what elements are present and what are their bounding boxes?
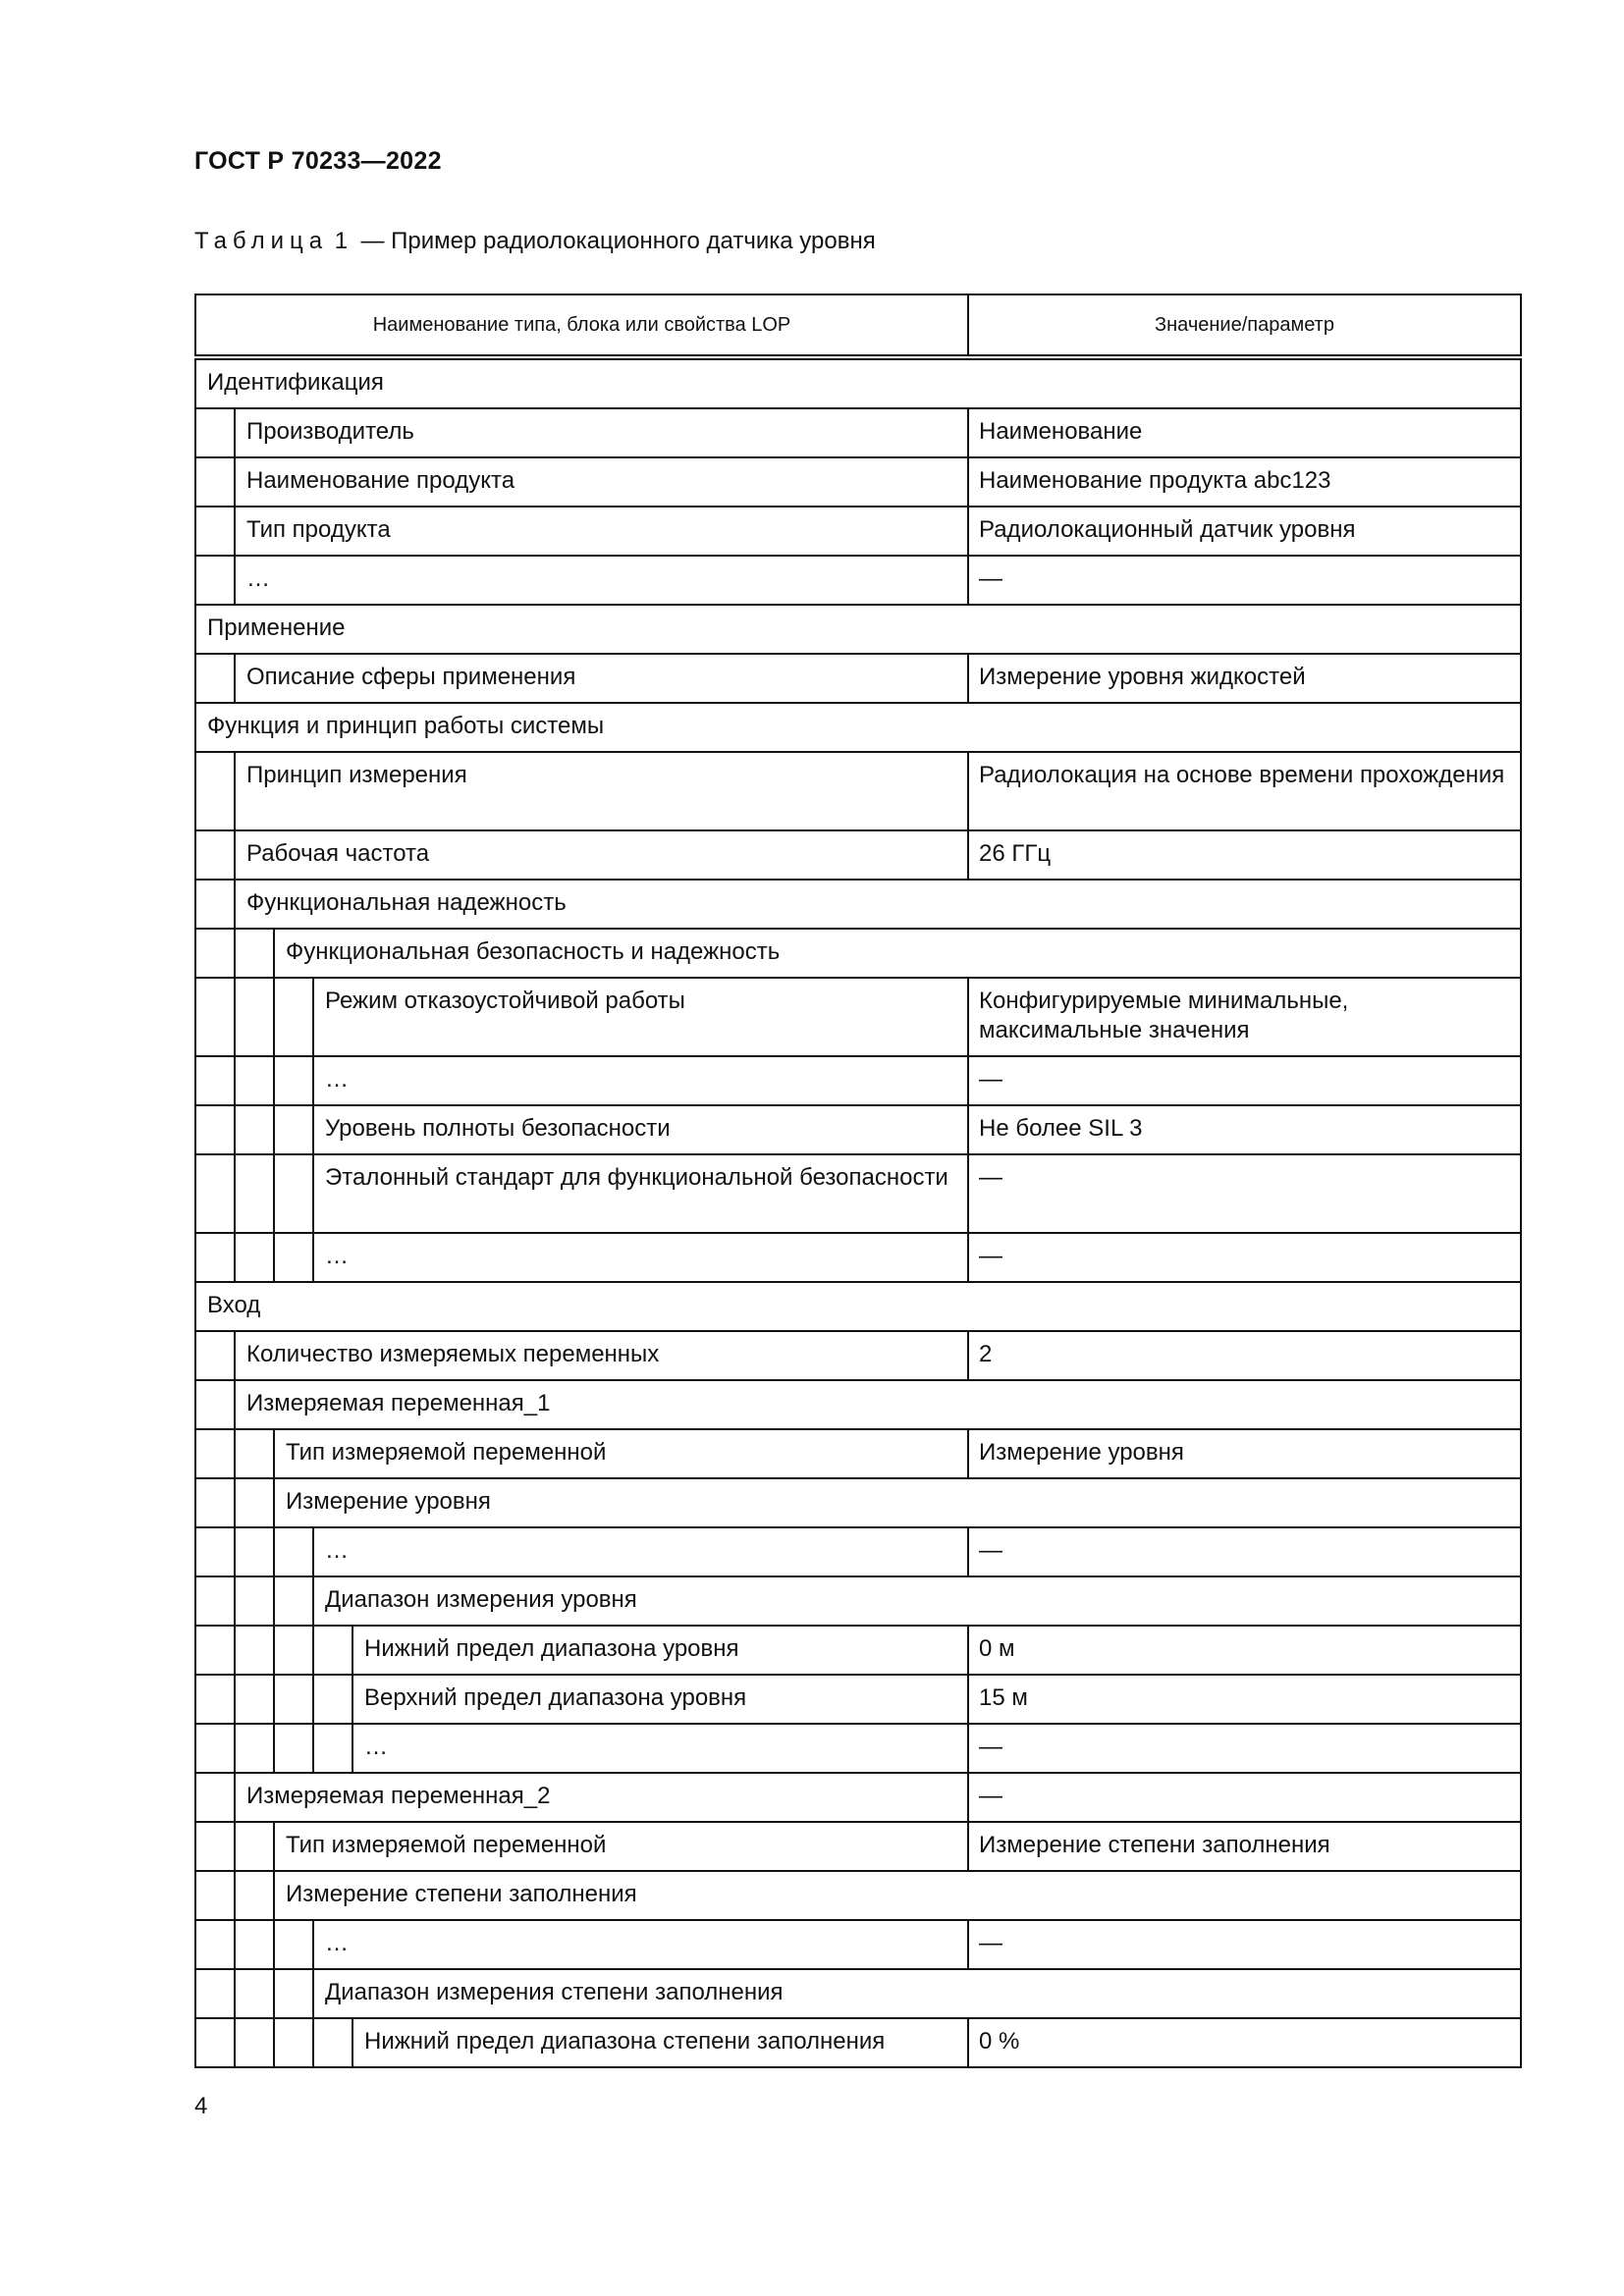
row-name-cell [352, 1724, 968, 1773]
indent-cell [235, 1429, 274, 1478]
table-row [195, 605, 1521, 654]
row-value: 0 м [979, 1635, 1015, 1662]
indent-cell [274, 978, 313, 1056]
indent-cell [235, 1576, 274, 1626]
table-row [195, 556, 1521, 605]
row-name-cell [313, 1576, 1521, 1626]
row-name: Диапазон измерения уровня [325, 1586, 637, 1613]
row-value: — [979, 565, 1002, 592]
row-name-cell [195, 605, 1521, 654]
row-name: Верхний предел диапазона уровня [364, 1684, 747, 1711]
table-row [195, 880, 1521, 929]
row-name: … [364, 1734, 388, 1760]
row-value: 2 [979, 1341, 993, 1367]
row-name: Принцип измерения [246, 762, 467, 788]
table-row [195, 1920, 1521, 1969]
table-row [195, 1969, 1521, 2018]
row-value-cell [968, 1822, 1521, 1871]
table-row [195, 357, 1521, 408]
row-name: Описание сферы применения [246, 664, 576, 690]
row-name: Измерение уровня [286, 1488, 491, 1515]
indent-cell [235, 1154, 274, 1233]
table-row [195, 1724, 1521, 1773]
row-name-cell [274, 1871, 1521, 1920]
indent-cell [274, 1527, 313, 1576]
row-name: Диапазон измерения степени заполнения [325, 1979, 784, 2005]
indent-cell [195, 929, 235, 978]
indent-cell [195, 1478, 235, 1527]
row-value: 26 ГГц [979, 840, 1052, 867]
row-name: Тип измеряемой переменной [286, 1832, 607, 1858]
row-value: Измерение уровня жидкостей [979, 664, 1306, 690]
table-row [195, 1282, 1521, 1331]
row-name-cell [195, 357, 1521, 408]
indent-cell [195, 830, 235, 880]
indent-cell [195, 408, 235, 457]
table-row [195, 654, 1521, 703]
row-name-cell [235, 880, 1521, 929]
indent-cell [313, 1675, 352, 1724]
row-value-cell [968, 1773, 1521, 1822]
row-value-cell [968, 1527, 1521, 1576]
row-name-cell [352, 1675, 968, 1724]
row-value: — [979, 1930, 1002, 1956]
row-name-cell [274, 929, 1521, 978]
row-value: Наименование продукта abc123 [979, 467, 1331, 494]
indent-cell [195, 1969, 235, 2018]
row-name: Уровень полноты безопасности [325, 1115, 671, 1142]
indent-cell [235, 929, 274, 978]
row-name-cell [235, 1331, 968, 1380]
row-value: — [979, 1734, 1002, 1760]
column-header-name: Наименование типа, блока или свойства LOP [195, 294, 968, 357]
table-body [195, 294, 1521, 2067]
row-value: Измерение степени заполнения [979, 1832, 1330, 1858]
row-name-cell [235, 507, 968, 556]
table-row [195, 1233, 1521, 1282]
indent-cell [235, 1056, 274, 1105]
row-name-cell [352, 2018, 968, 2067]
row-name-cell [313, 1920, 968, 1969]
row-name-cell [313, 978, 968, 1056]
row-value-cell [968, 1724, 1521, 1773]
indent-cell [195, 1773, 235, 1822]
row-name: Функциональная безопасность и надежность [286, 938, 781, 965]
row-value-cell [968, 408, 1521, 457]
indent-cell [195, 1429, 235, 1478]
indent-cell [235, 1822, 274, 1871]
page-number: 4 [194, 2093, 208, 2119]
table-row [195, 408, 1521, 457]
indent-cell [195, 1233, 235, 1282]
row-name-cell [274, 1429, 968, 1478]
caption-number: 1 [334, 228, 349, 254]
indent-cell [274, 1675, 313, 1724]
table-row [195, 1478, 1521, 1527]
row-name: Производитель [246, 418, 414, 445]
row-name: Нижний предел диапазона уровня [364, 1635, 739, 1662]
row-name-cell [274, 1822, 968, 1871]
row-name-cell [274, 1478, 1521, 1527]
row-name: … [246, 565, 270, 592]
table-row [195, 1626, 1521, 1675]
indent-cell [235, 978, 274, 1056]
indent-cell [235, 1105, 274, 1154]
row-name: Тип продукта [246, 516, 391, 543]
indent-cell [235, 1920, 274, 1969]
indent-cell [195, 1675, 235, 1724]
table-row [195, 507, 1521, 556]
row-name: Эталонный стандарт для функциональной безопасности [325, 1164, 948, 1191]
indent-cell [274, 1724, 313, 1773]
row-name-cell [195, 703, 1521, 752]
indent-cell [195, 1576, 235, 1626]
row-name: … [325, 1930, 349, 1956]
indent-cell [195, 1920, 235, 1969]
row-name-cell [313, 1527, 968, 1576]
row-name: Рабочая частота [246, 840, 430, 867]
indent-cell [235, 1527, 274, 1576]
indent-cell [235, 1724, 274, 1773]
indent-cell [313, 2018, 352, 2067]
row-value-cell [968, 1920, 1521, 1969]
table-row [195, 978, 1521, 1056]
table-row [195, 1871, 1521, 1920]
row-value-cell [968, 1331, 1521, 1380]
indent-cell [274, 1626, 313, 1675]
indent-cell [195, 457, 235, 507]
row-name-cell [235, 654, 968, 703]
indent-cell [235, 1478, 274, 1527]
indent-cell [195, 1331, 235, 1380]
table-row [195, 1380, 1521, 1429]
table-row [195, 1773, 1521, 1822]
indent-cell [195, 1626, 235, 1675]
indent-cell [195, 507, 235, 556]
row-name: Измерение степени заполнения [286, 1881, 637, 1907]
row-value: — [979, 1243, 1002, 1269]
row-name: Измеряемая переменная_1 [246, 1390, 551, 1416]
indent-cell [235, 1871, 274, 1920]
table-row [195, 752, 1521, 830]
table-row [195, 457, 1521, 507]
row-name-cell [313, 1969, 1521, 2018]
indent-cell [195, 880, 235, 929]
row-value-cell [968, 507, 1521, 556]
table-caption [194, 228, 876, 255]
row-value-cell [968, 830, 1521, 880]
row-name: Нижний предел диапазона степени заполнения [364, 2028, 886, 2055]
row-value-cell [968, 457, 1521, 507]
indent-cell [195, 978, 235, 1056]
indent-cell [195, 1822, 235, 1871]
table-row [195, 2018, 1521, 2067]
row-value-cell [968, 1154, 1521, 1233]
row-name-cell [313, 1233, 968, 1282]
row-name-cell [235, 830, 968, 880]
row-name-cell [352, 1626, 968, 1675]
row-value: — [979, 1066, 1002, 1093]
row-value-cell [968, 556, 1521, 605]
indent-cell [274, 2018, 313, 2067]
table-row [195, 1429, 1521, 1478]
row-name-cell [235, 457, 968, 507]
row-value-cell [968, 1105, 1521, 1154]
row-name: … [325, 1537, 349, 1564]
row-value-cell [968, 2018, 1521, 2067]
row-name: Тип измеряемой переменной [286, 1439, 607, 1466]
indent-cell [235, 1675, 274, 1724]
table-row [195, 929, 1521, 978]
table-row [195, 1105, 1521, 1154]
row-name-cell [313, 1154, 968, 1233]
row-value-cell [968, 1626, 1521, 1675]
row-value-cell [968, 1233, 1521, 1282]
row-value-cell [968, 752, 1521, 830]
indent-cell [274, 1233, 313, 1282]
table-header-row [195, 294, 1521, 357]
indent-cell [274, 1920, 313, 1969]
row-value: Не более SIL 3 [979, 1115, 1143, 1142]
table-row [195, 1154, 1521, 1233]
indent-cell [195, 752, 235, 830]
row-value: — [979, 1164, 1002, 1191]
indent-cell [274, 1576, 313, 1626]
table-row [195, 1576, 1521, 1626]
row-name: Количество измеряемых переменных [246, 1341, 660, 1367]
row-name: Применение [207, 614, 346, 641]
row-name-cell [235, 752, 968, 830]
row-name: Наименование продукта [246, 467, 515, 494]
row-name-cell [195, 1282, 1521, 1331]
indent-cell [195, 556, 235, 605]
row-name: Функциональная надежность [246, 889, 567, 916]
indent-cell [274, 1969, 313, 2018]
row-name-cell [235, 408, 968, 457]
table-row [195, 1675, 1521, 1724]
caption-label: Таблица [194, 228, 329, 254]
indent-cell [195, 1056, 235, 1105]
row-name-cell [235, 1380, 1521, 1429]
indent-cell [274, 1105, 313, 1154]
indent-cell [195, 2018, 235, 2067]
indent-cell [313, 1626, 352, 1675]
table-row [195, 703, 1521, 752]
parameters-table [194, 294, 1522, 2068]
indent-cell [195, 1380, 235, 1429]
row-name-cell [313, 1056, 968, 1105]
row-name: Идентификация [207, 369, 384, 396]
table-row [195, 1527, 1521, 1576]
table-row [195, 1822, 1521, 1871]
row-value-cell [968, 1675, 1521, 1724]
row-name-cell [313, 1105, 968, 1154]
indent-cell [274, 1154, 313, 1233]
indent-cell [195, 1154, 235, 1233]
table-row [195, 830, 1521, 880]
row-name: Измеряемая переменная_2 [246, 1783, 551, 1809]
indent-cell [313, 1724, 352, 1773]
column-header-value: Значение/параметр [968, 294, 1521, 357]
row-name: Функция и принцип работы системы [207, 713, 605, 739]
caption-title: — Пример радиолокационного датчика уровня [360, 228, 876, 254]
row-name: … [325, 1066, 349, 1093]
row-value-cell [968, 1056, 1521, 1105]
indent-cell [195, 654, 235, 703]
row-name-cell [235, 556, 968, 605]
document-header: ГОСТ Р 70233—2022 [194, 147, 442, 175]
indent-cell [195, 1105, 235, 1154]
row-value: — [979, 1537, 1002, 1564]
row-value: 15 м [979, 1684, 1028, 1711]
indent-cell [235, 1626, 274, 1675]
indent-cell [235, 2018, 274, 2067]
row-value: Конфигурируемые минимальные, максимальные значения [979, 988, 1349, 1043]
indent-cell [195, 1724, 235, 1773]
indent-cell [235, 1233, 274, 1282]
indent-cell [195, 1527, 235, 1576]
row-name: Вход [207, 1292, 261, 1318]
row-value: 0 % [979, 2028, 1020, 2055]
row-name: … [325, 1243, 349, 1269]
indent-cell [274, 1056, 313, 1105]
row-value-cell [968, 1429, 1521, 1478]
indent-cell [235, 1969, 274, 2018]
row-value-cell [968, 978, 1521, 1056]
table-row [195, 1056, 1521, 1105]
indent-cell [195, 1871, 235, 1920]
row-value: Наименование [979, 418, 1143, 445]
row-value: Радиолокация на основе времени прохождения [979, 762, 1505, 788]
table-row [195, 1331, 1521, 1380]
row-value-cell [968, 654, 1521, 703]
row-name: Режим отказоустойчивой работы [325, 988, 685, 1014]
row-value: Радиолокационный датчик уровня [979, 516, 1356, 543]
row-value: — [979, 1783, 1002, 1809]
row-value: Измерение уровня [979, 1439, 1184, 1466]
row-name-cell [235, 1773, 968, 1822]
